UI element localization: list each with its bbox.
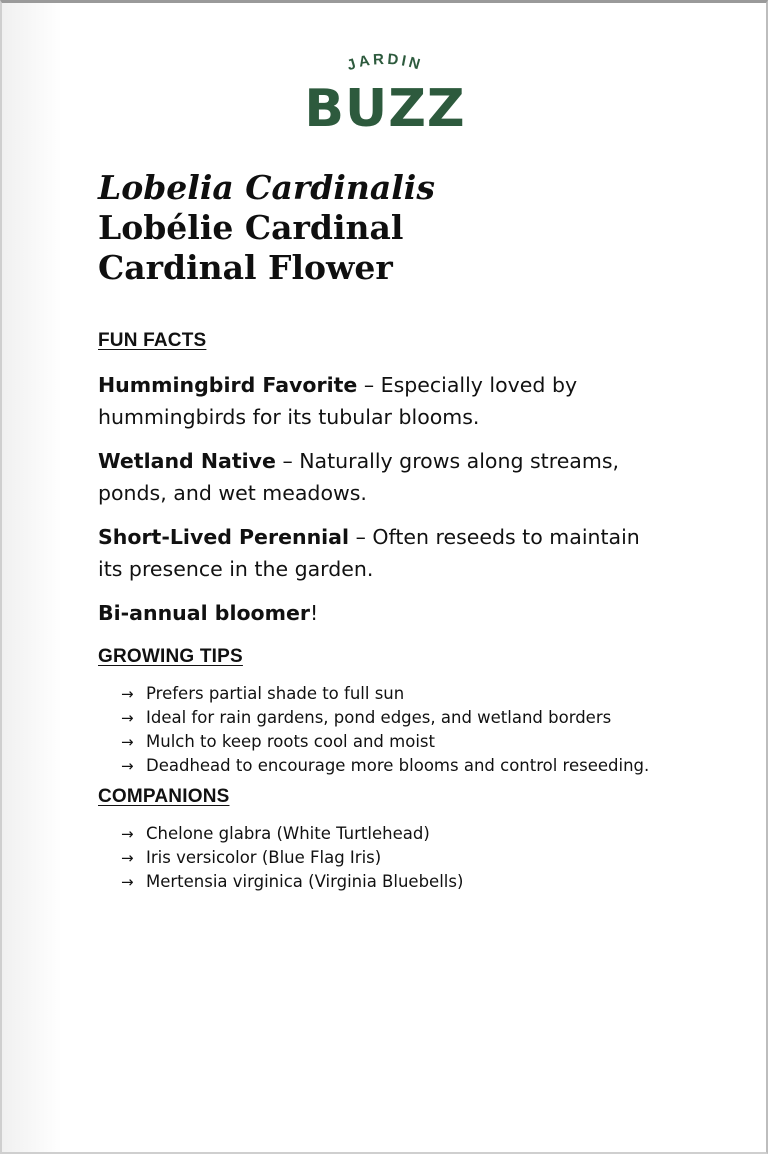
arrow-right-icon: →: [121, 825, 134, 843]
fact-text: !: [310, 601, 319, 625]
list-item: → Prefers partial shade to full sun: [98, 682, 698, 706]
jardin-buzz-logo: [300, 50, 470, 130]
companions-list: [98, 822, 698, 894]
arrow-right-icon: →: [121, 757, 134, 775]
arrow-right-icon: →: [121, 733, 134, 751]
page-edge-shadow: [2, 3, 62, 1152]
fact-title: Bi-annual bloomer: [98, 601, 311, 625]
svg-text:JARDIN: [345, 51, 425, 74]
fact-text: – Often reseeds to maintain its presence in the garden.: [98, 525, 640, 581]
plant-names: [98, 168, 698, 288]
latin-name: Lobelia Cardinalis: [98, 168, 435, 207]
logo-big-text: BUZZ: [304, 79, 466, 130]
growing-tips-list-wrap: [98, 682, 698, 778]
english-name: Cardinal Flower: [98, 248, 393, 287]
fun-fact-1: [98, 369, 698, 433]
growing-tips-list: [98, 682, 698, 778]
growing-tips-section: [98, 646, 698, 668]
list-item: → Mertensia virginica (Virginia Bluebells): [98, 870, 698, 894]
list-item: → Mulch to keep roots cool and moist: [98, 730, 698, 754]
companions-list-wrap: [98, 822, 698, 894]
list-item: → Deadhead to encourage more blooms and control reseeding.: [98, 754, 698, 778]
fun-fact-3: [98, 521, 698, 585]
list-item: → Iris versicolor (Blue Flag Iris): [98, 846, 698, 870]
fact-text: – Naturally grows along streams, ponds, and wet meadows.: [98, 449, 620, 505]
french-name: Lobélie Cardinal: [98, 208, 404, 247]
fun-facts-section: [98, 330, 698, 352]
fact-title: Short-Lived Perennial: [98, 525, 350, 549]
fun-fact-4: [98, 597, 698, 629]
companions-section: [98, 786, 698, 808]
fun-facts-heading: FUN FACTS: [98, 330, 207, 351]
companions-heading: COMPANIONS: [98, 786, 230, 807]
arrow-right-icon: →: [121, 849, 134, 867]
fact-title: Hummingbird Favorite: [98, 373, 358, 397]
arrow-right-icon: →: [121, 685, 134, 703]
fact-title: Wetland Native: [98, 449, 276, 473]
arrow-right-icon: →: [121, 873, 134, 891]
fun-fact-2: [98, 445, 698, 509]
list-item: → Chelone glabra (White Turtlehead): [98, 822, 698, 846]
arrow-right-icon: →: [121, 709, 134, 727]
logo-small-text: JARDIN: [345, 50, 425, 75]
fact-text: – Especially loved by hummingbirds for its tubular blooms.: [98, 373, 578, 429]
growing-tips-heading: GROWING TIPS: [98, 646, 243, 667]
list-item: → Ideal for rain gardens, pond edges, and wetland borders: [98, 706, 698, 730]
